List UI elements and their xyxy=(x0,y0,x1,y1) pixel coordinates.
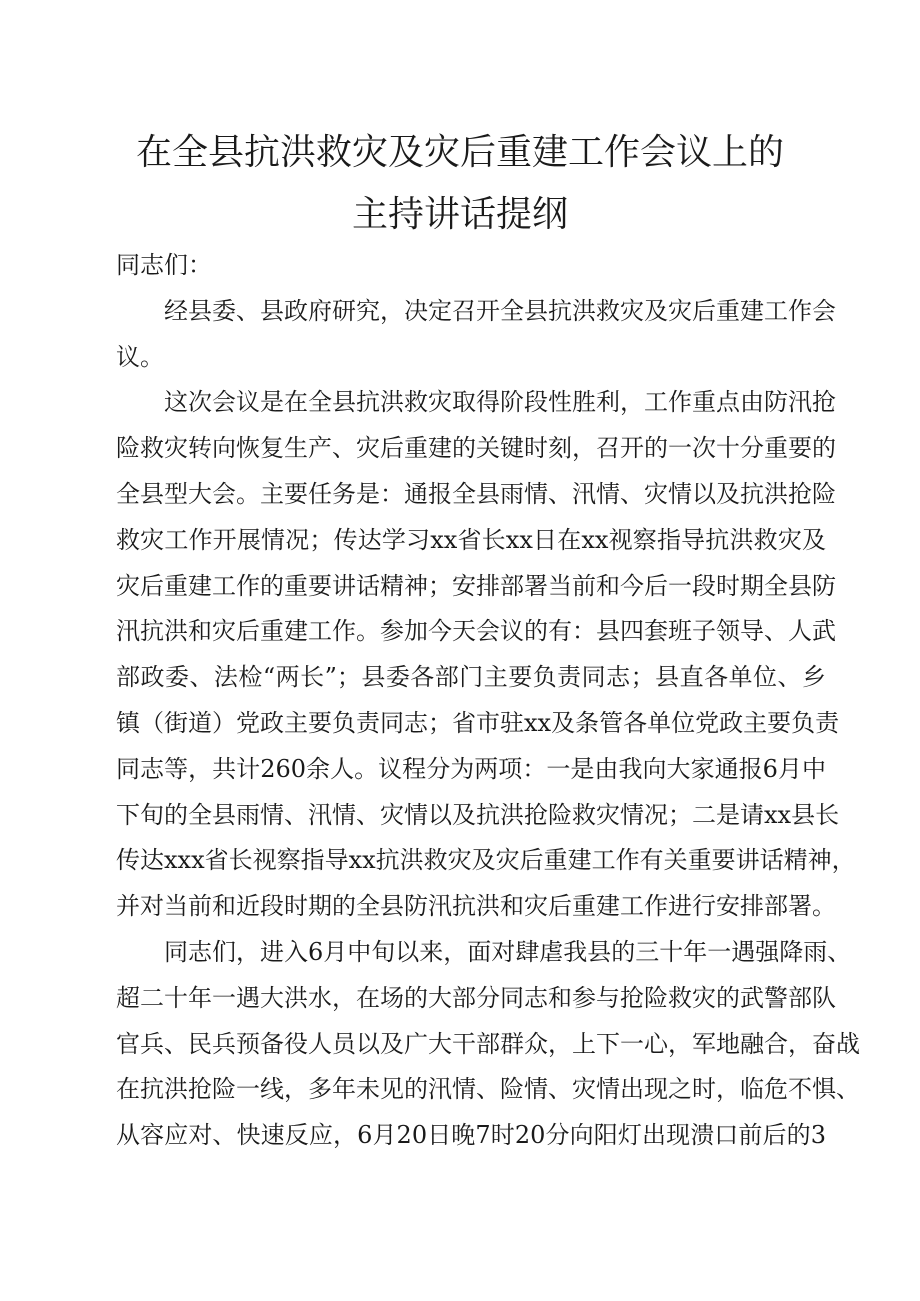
paragraph-3-line: 在抗洪抢险一线，多年未见的汛情、险情、灾情出现之时，临危不惧、 xyxy=(116,1075,860,1104)
paragraph-2-line: 镇（街道）党政主要负责同志；省市驻xx及条管各单位党政主要负责 xyxy=(116,708,840,737)
paragraph-2-line: 这次会议是在全县抗洪救灾取得阶段性胜利，工作重点由防汛抢 xyxy=(164,388,836,417)
document-title-line-1: 在全县抗洪救灾及灾后重建工作会议上的 xyxy=(135,132,784,173)
paragraph-3-line: 同志们，进入6月中旬以来，面对肆虐我县的三十年一遇强降雨、 xyxy=(164,937,852,966)
document-title-line-2: 主持讲话提纲 xyxy=(351,194,568,235)
paragraph-2-line: 全县型大会。主要任务是：通报全县雨情、汛情、灾情以及抗洪抢险 xyxy=(116,479,836,508)
paragraph-2 xyxy=(116,380,856,930)
paragraph-2-line: 险救灾转向恢复生产、灾后重建的关键时刻，召开的一次十分重要的 xyxy=(116,434,836,463)
document-body xyxy=(116,243,860,1159)
paragraph-2-line: 下旬的全县雨情、汛情、灾情以及抗洪抢险救灾情况；二是请xx县长 xyxy=(116,800,840,829)
paragraph-2-line: 同志等，共计260余人。议程分为两项：一是由我向大家通报6月中 xyxy=(116,754,826,783)
paragraph-3-line: 从容应对、快速反应，6月20日晚7时20分向阳灯出现溃口前后的3 xyxy=(116,1121,826,1150)
paragraph-3-line: 超二十年一遇大洪水，在场的大部分同志和参与抢险救灾的武警部队 xyxy=(116,983,836,1012)
salutation: 同志们： xyxy=(116,251,212,279)
paragraph-1-line: 议。 xyxy=(116,342,164,371)
paragraph-2-line: 传达xxx省长视察指导xx抗洪救灾及灾后重建工作有关重要讲话精神， xyxy=(116,846,856,875)
paragraph-1-line: 经县委、县政府研究，决定召开全县抗洪救灾及灾后重建工作会 xyxy=(164,296,836,325)
paragraph-2-line: 部政委、法检“两长”；县委各部门主要负责同志；县直各单位、乡 xyxy=(116,663,826,692)
paragraph-2-line: 救灾工作开展情况；传达学习xx省长xx日在xx视察指导抗洪救灾及 xyxy=(116,525,826,554)
paragraph-3-line: 官兵、民兵预备役人员以及广大干部群众，上下一心，军地融合，奋战 xyxy=(116,1029,860,1058)
paragraph-2-line: 灾后重建工作的重要讲话精神；安排部署当前和今后一段时期全县防 xyxy=(116,571,836,600)
paragraph-2-line: 并对当前和近段时期的全县防汛抗洪和灾后重建工作进行安排部署。 xyxy=(116,892,836,921)
paragraph-2-line: 汛抗洪和灾后重建工作。参加今天会议的有：县四套班子领导、人武 xyxy=(116,617,836,646)
paragraph-3 xyxy=(116,930,860,1159)
paragraph-1 xyxy=(116,289,836,381)
